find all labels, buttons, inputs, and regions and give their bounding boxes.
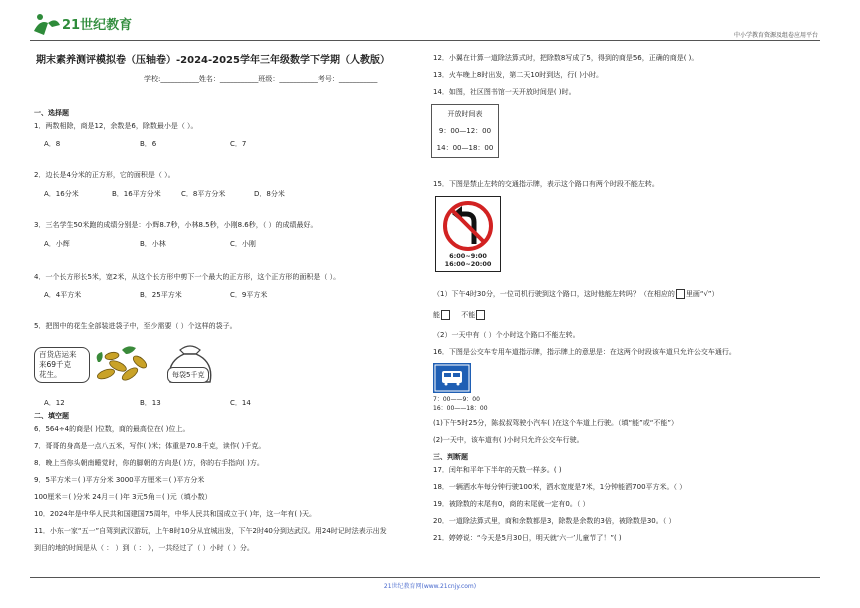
question-15: 15．下图是禁止左转的交通指示牌，表示这个路口有两个时段不能左转。 (433, 180, 659, 188)
q2-option-b[interactable]: B．16平方分米 (112, 190, 161, 198)
q15-choices (433, 310, 486, 320)
q15-can-checkbox[interactable] (441, 310, 450, 320)
exam-title: 期末素养测评模拟卷（压轴卷）-2024-2025学年三年级数学下学期（人教版） (36, 55, 390, 66)
question-9: 9．5平方米＝( )平方分米 3000平方厘米＝( )平方分米 (34, 476, 205, 484)
no-left-turn-icon (442, 200, 494, 252)
q3-option-b[interactable]: B．小林 (140, 240, 166, 248)
header-divider (30, 40, 820, 41)
question-16: 16．下图是公交车专用车道指示牌，指示牌上的意思是：在这两个时段该车道只允许公交车通行。 (433, 348, 736, 356)
schedule-table (431, 104, 499, 158)
footer-link[interactable]: 21世纪教育网(www.21cnjy.com) (383, 583, 477, 590)
schedule-row-1: 9：00—12：00 (438, 127, 492, 135)
bus-lane-sign (433, 363, 471, 393)
q1-option-c[interactable]: C．7 (230, 140, 247, 148)
question-21: 21．婷婷说：“今天是5月30日，明天就‘六一’儿童节了！”( ) (433, 534, 622, 542)
q15-1-tail: 里画“√”） (685, 290, 719, 298)
question-15-2: （2）一天中有（ ）个小时这个路口不能左转。 (433, 331, 580, 339)
question-11-continued: 到目的地的时间是从（ ： ）到（ ： ），一共经过了（ ）小时（ ）分。 (34, 544, 254, 552)
question-1: 1．两数相除，商是12，余数是6，除数最小是（ ）。 (34, 122, 198, 130)
section-fill-heading: 二、填空题 (34, 412, 69, 420)
question-8: 8．晚上当你头朝南睡觉时，你的脚朝的方向是( )方，你的右手指向( )方。 (34, 459, 264, 467)
q15-can-label: 能 (433, 311, 440, 319)
no-left-turn-sign (435, 196, 501, 272)
q4-option-a[interactable]: A．4平方米 (44, 291, 82, 299)
sign15-time-1: 6:00~9:00 (449, 252, 487, 260)
question-7: 7．哥哥的身高是一点八五米，写作( )米；体重是70.8千克，读作( )千克。 (34, 442, 266, 450)
question-15-1 (433, 289, 719, 299)
question-14: 14．如图，社区图书馆一天开放时间是( )时。 (433, 88, 576, 96)
q4-option-b[interactable]: B．25平方米 (140, 291, 182, 299)
sign16-time-2: 16：00——18：00 (433, 405, 488, 412)
q3-option-a[interactable]: A．小辉 (44, 240, 70, 248)
bubble-line-1: 百货店运来 (39, 350, 77, 359)
q15-cannot-checkbox[interactable] (476, 310, 485, 320)
question-4: 4．一个长方形长5米，宽2米，从这个长方形中剪下一个最大的正方形，这个正方形的面积是（ ）。 (34, 273, 341, 281)
bubble-line-2: 来69千克 (39, 360, 72, 369)
student-info-line: 学校:___________姓名：___________班级：___________考号：___________ (144, 75, 378, 83)
question-19: 19．被除数的末尾有0，商的末尾就一定有0。（ ） (433, 500, 590, 508)
question-16-2: (2)一天中，该车道有( )小时只允许公交车行驶。 (433, 436, 584, 444)
sign15-time-2: 16:00~20:00 (444, 260, 492, 268)
q15-1-text: （1）下午4时30分，一位司机行驶到这个路口，这时他能左转吗？（在相应的 (433, 290, 675, 298)
question-5: 5．把图中的花生全部装进袋子中，至少需要（ ）个这样的袋子。 (34, 322, 237, 330)
q1-option-a[interactable]: A．8 (44, 140, 61, 148)
question-3: 3．三名学生50米跑的成绩分别是：小辉8.7秒，小林8.5秒，小刚8.6秒，（ ）的成绩最好。 (34, 221, 318, 229)
question-18: 18．一辆洒水车每分钟行驶100米，洒水宽度是7米，1分钟能洒700平方米。（ ） (433, 483, 687, 491)
q2-option-c[interactable]: C．8平方分米 (181, 190, 226, 198)
schedule-row-2: 14：00—18：00 (436, 144, 494, 152)
q15-cannot-label: 不能 (461, 311, 476, 319)
q4-option-c[interactable]: C．9平方米 (230, 291, 268, 299)
peanut-speech-bubble (34, 347, 90, 383)
q1-option-b[interactable]: B．6 (140, 140, 157, 148)
q5-option-a[interactable]: A．12 (44, 399, 65, 407)
question-9-continued: 100厘米＝( )分米 24月＝( )年 3元5角＝( )元（填小数） (34, 493, 212, 501)
logo-21-century-education (30, 9, 150, 39)
q3-option-c[interactable]: C．小刚 (230, 240, 256, 248)
question-16-1: (1)下午5时25分，陈叔叔驾驶小汽车( )在这个车道上行驶。（填“能”或“不能”） (433, 419, 678, 427)
question-2: 2．边长是4分米的正方形，它的面积是（ ）。 (34, 171, 175, 179)
question-10: 10．2024年是中华人民共和国建国75周年，中华人民共和国成立于( )年，这一年有( )天。 (34, 510, 317, 518)
question-11: 11．小东一家“五一”自驾到武汉游玩，上午8时10分从宜城出发，下午2时40分到达武汉。用24时记时法表示出发 (34, 527, 387, 535)
section-judge-heading: 三、判断题 (433, 453, 468, 461)
section-choice-heading: 一、选择题 (34, 109, 69, 117)
logo-text: 21世纪教育 (62, 18, 133, 33)
q5-option-c[interactable]: C．14 (230, 399, 251, 407)
header-site-name: 中小学教育资源及组卷应用平台 (733, 32, 818, 39)
question-6: 6．564÷4的商是( )位数，商的最高位在( )位上。 (34, 425, 190, 433)
footer-divider (30, 577, 820, 578)
question-12: 12．小翼在计算一道除法算式时，把除数8写成了5，得到的商是56，正确的商是( )。 (433, 54, 699, 62)
schedule-title: 开放时间表 (447, 110, 483, 118)
q2-option-d[interactable]: D．8分米 (254, 190, 285, 198)
q2-option-a[interactable]: A．16分米 (44, 190, 79, 198)
question-13: 13．火车晚上8时出发，第二天10时到达，行( )小时。 (433, 71, 603, 79)
question-20: 20．一道除法算式里，商和余数都是3，除数是余数的3倍，被除数是30。（ ） (433, 517, 676, 525)
peanut-pile-icon (92, 344, 154, 386)
q5-option-b[interactable]: B．13 (140, 399, 161, 407)
sign16-time-1: 7：00——9：00 (433, 396, 480, 403)
question-17: 17．闰年和平年下半年的天数一样多。( ) (433, 466, 562, 474)
answer-box[interactable] (676, 289, 685, 299)
bag-label: 每袋5千克 (167, 367, 209, 383)
bubble-line-3: 花生。 (39, 370, 62, 379)
